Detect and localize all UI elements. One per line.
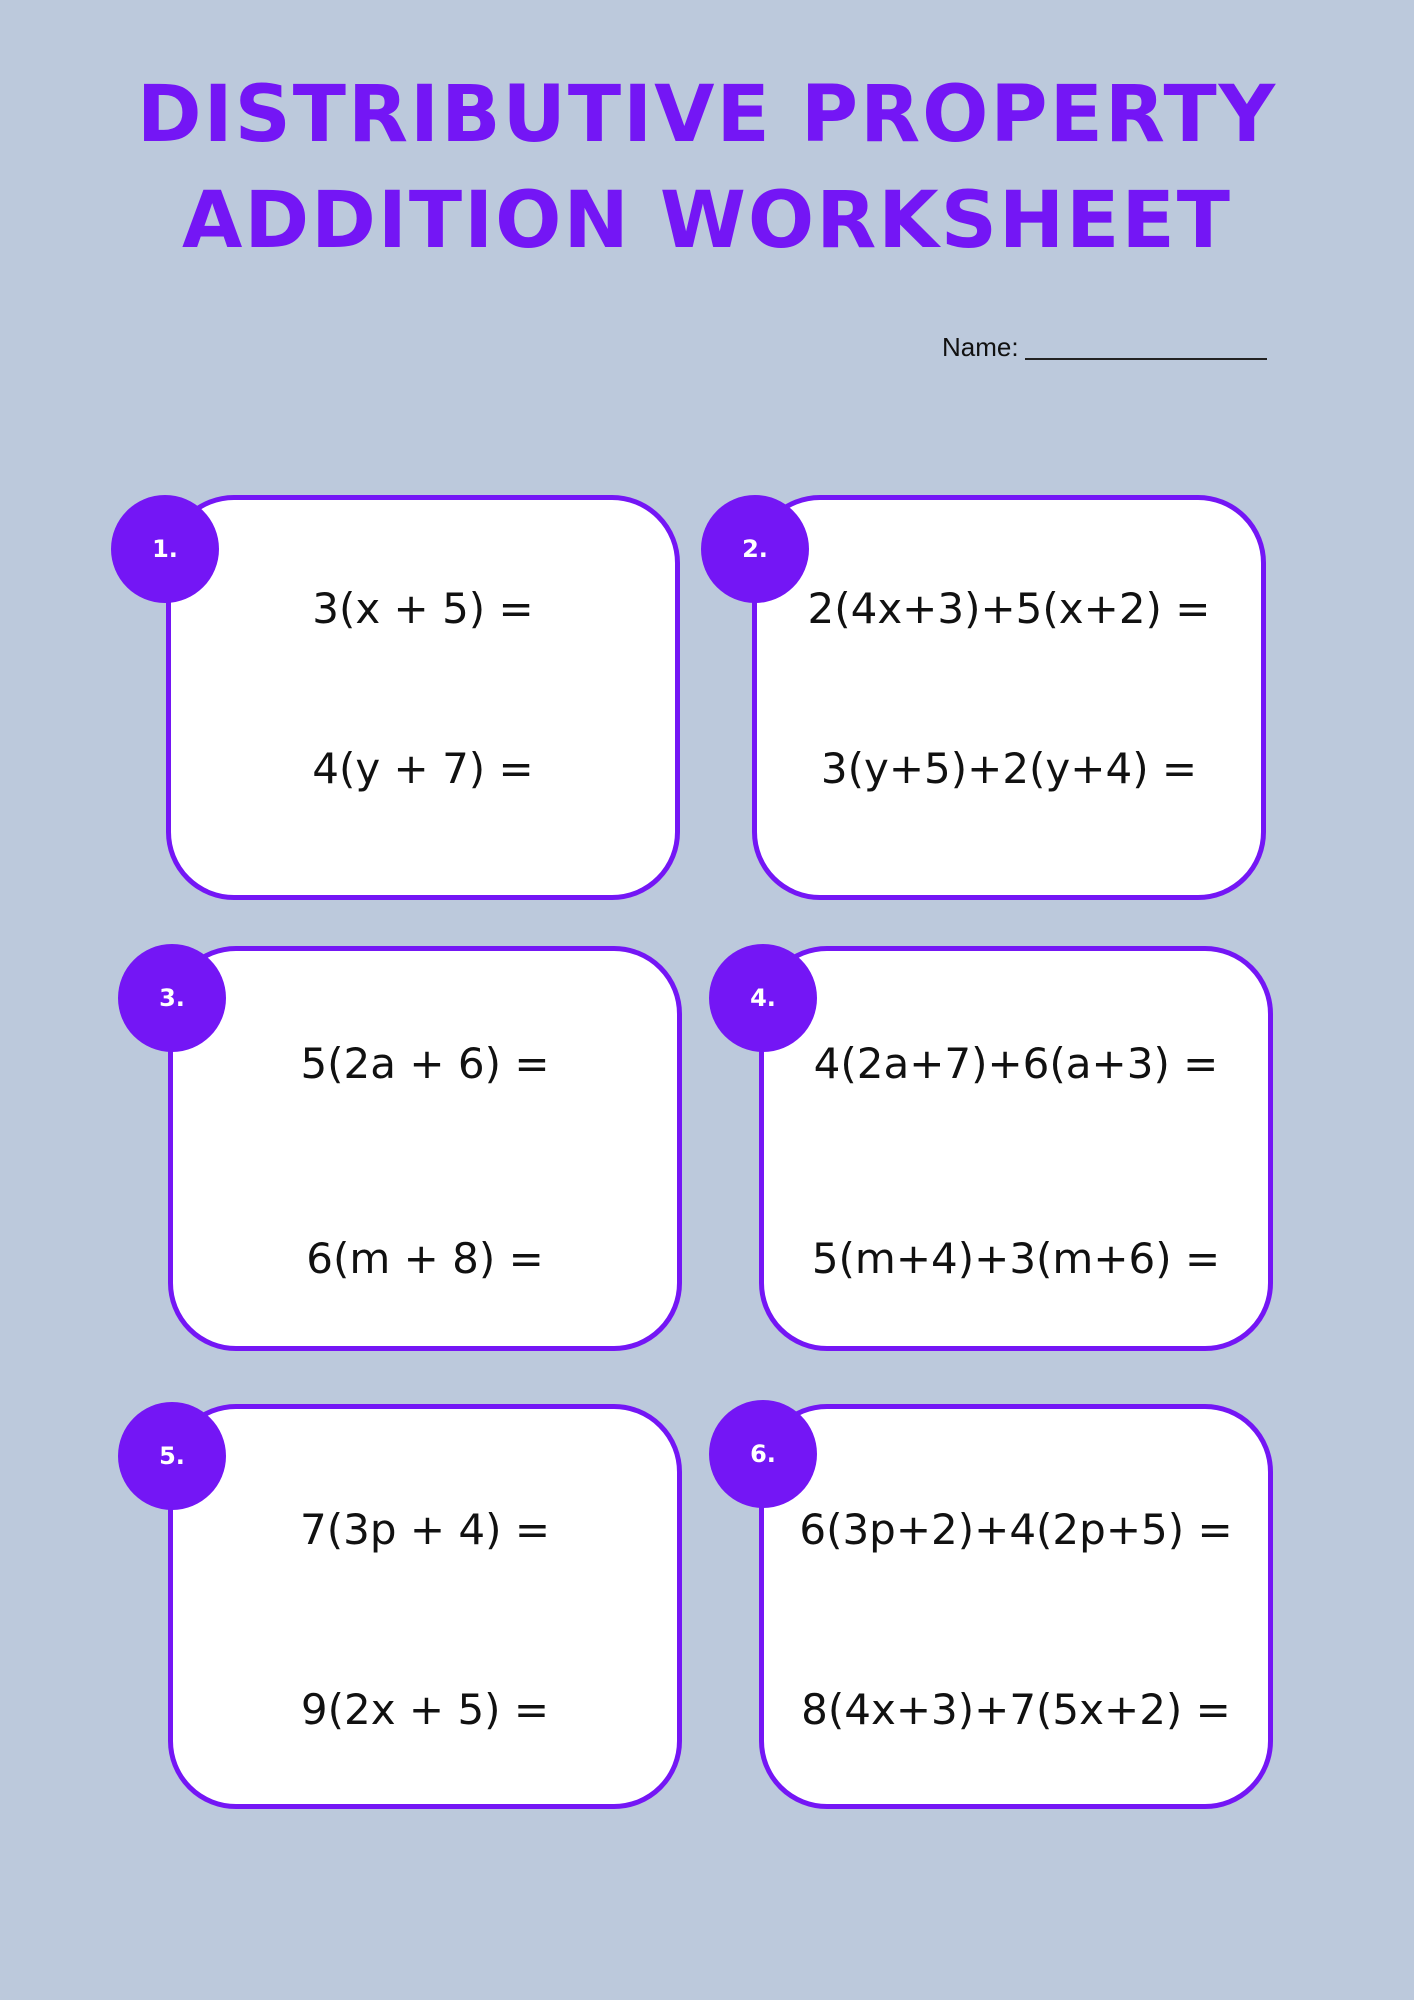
problem-number-badge-3: 3. <box>118 944 226 1052</box>
problem-6-equation-2: 8(4x+3)+7(5x+2) = <box>801 1685 1231 1734</box>
problem-number-badge-6: 6. <box>709 1400 817 1508</box>
name-blank-line[interactable] <box>1025 357 1267 360</box>
problem-4-equation-2: 5(m+4)+3(m+6) = <box>811 1234 1221 1283</box>
problem-card-1 <box>166 495 680 900</box>
problem-number-badge-2: 2. <box>701 495 809 603</box>
worksheet-title <box>0 62 1414 274</box>
title-line-2: ADDITION WORKSHEET <box>182 176 1232 266</box>
problem-number-badge-4: 4. <box>709 944 817 1052</box>
problem-card-6 <box>759 1404 1273 1809</box>
problem-1-equation-2: 4(y + 7) = <box>312 744 534 793</box>
problem-1-equation-1: 3(x + 5) = <box>312 584 534 633</box>
problem-card-4 <box>759 946 1273 1351</box>
problem-5-equation-2: 9(2x + 5) = <box>300 1685 550 1734</box>
problem-2-equation-2: 3(y+5)+2(y+4) = <box>820 744 1198 793</box>
name-field <box>942 332 1267 363</box>
name-label: Name: <box>942 332 1019 362</box>
problem-number-badge-1: 1. <box>111 495 219 603</box>
problem-4-equation-1: 4(2a+7)+6(a+3) = <box>813 1039 1219 1088</box>
problem-card-2 <box>752 495 1266 900</box>
problem-5-equation-1: 7(3p + 4) = <box>299 1505 551 1554</box>
problem-6-equation-1: 6(3p+2)+4(2p+5) = <box>799 1505 1233 1554</box>
problem-2-equation-1: 2(4x+3)+5(x+2) = <box>807 584 1211 633</box>
title-line-1: DISTRIBUTIVE PROPERTY <box>136 70 1278 160</box>
problem-card-5 <box>168 1404 682 1809</box>
problem-number-badge-5: 5. <box>118 1402 226 1510</box>
problem-3-equation-2: 6(m + 8) = <box>306 1234 544 1283</box>
problem-3-equation-1: 5(2a + 6) = <box>300 1039 550 1088</box>
problem-card-3 <box>168 946 682 1351</box>
